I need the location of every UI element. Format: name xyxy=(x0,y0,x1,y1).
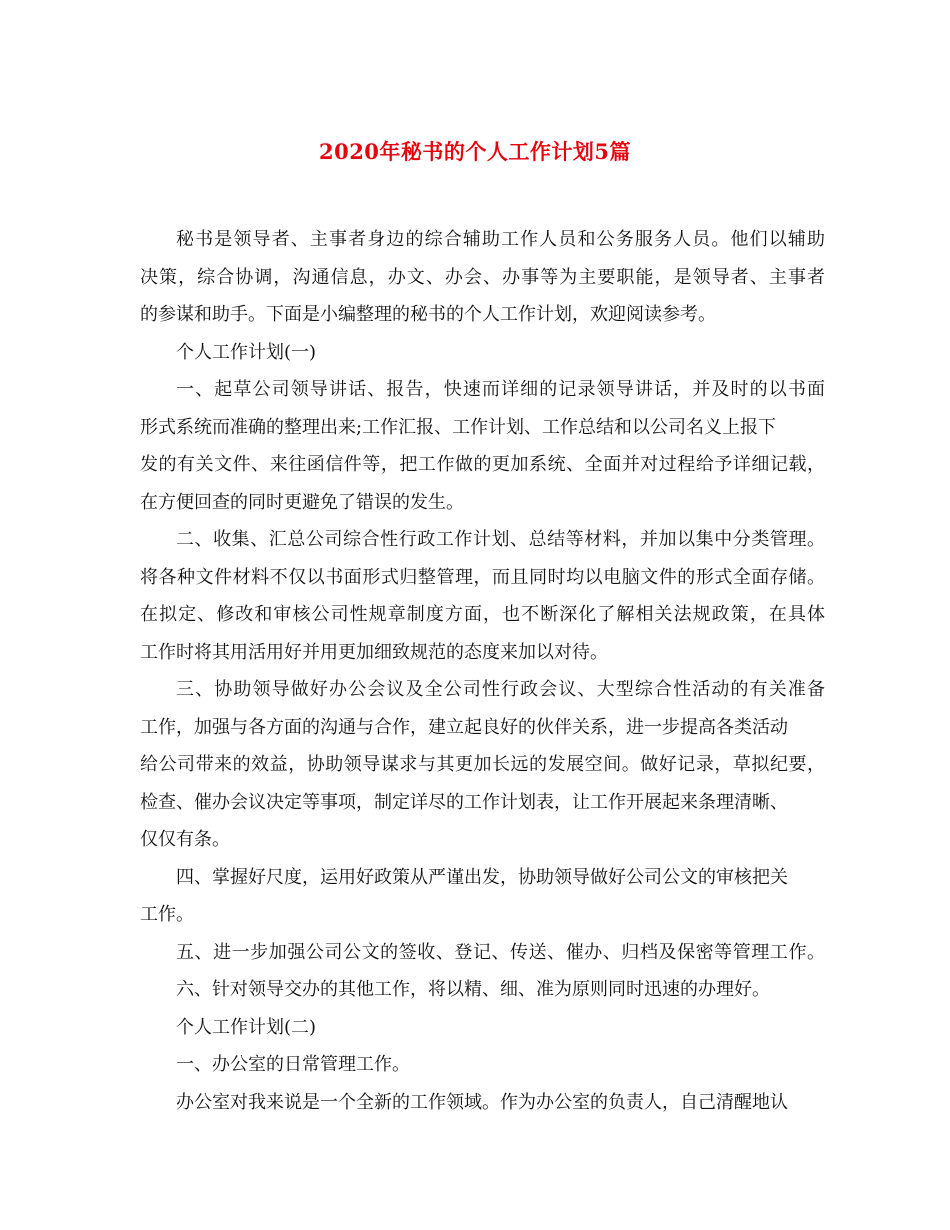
body-line: 决策，综合协调，沟通信息，办文、办会、办事等为主要职能，是领导者、主事者 xyxy=(140,266,825,288)
body-line: 发的有关文件、来往函信件等，把工作做的更加系统、全面并对过程给予详细记载， xyxy=(140,454,825,475)
body-line: 工作，加强与各方面的沟通与合作，建立起良好的伙伴关系，进一步提高各类活动 xyxy=(140,716,788,738)
body-line: 在方便回查的同时更避免了错误的发生。 xyxy=(140,491,464,513)
body-line: 在拟定、修改和审核公司性规章制度方面，也不断深化了解相关法规政策，在具体 xyxy=(140,604,825,625)
body-line: 一、起草公司领导讲话、报告，快速而详细的记录领导讲话，并及时的以书面 xyxy=(176,379,825,400)
body-line: 的参谋和助手。下面是小编整理的秘书的个人工作计划，欢迎阅读参考。 xyxy=(140,304,716,325)
body-line: 给公司带来的效益，协助领导谋求与其更加长远的发展空间。做好记录，草拟纪要， xyxy=(140,754,825,775)
body-line: 四、掌握好尺度，运用好政策从严谨出发，协助领导做好公司公文的审核把关 xyxy=(176,866,788,888)
document-body xyxy=(140,221,825,1121)
body-line: 仅仅有条。 xyxy=(140,829,230,850)
body-line: 办公室对我来说是一个全新的工作领域。作为办公室的负责人，自己清醒地认 xyxy=(176,1091,788,1113)
document-title: 2020年秘书的个人工作计划5篇 xyxy=(318,139,632,164)
body-line: 工作时将其用活用好并用更加细致规范的态度来加以对待。 xyxy=(140,641,608,663)
body-line: 六、针对领导交办的其他工作，将以精、细、准为原则同时迅速的办理好。 xyxy=(176,979,770,1000)
body-line: 检查、催办会议决定等事项，制定详尽的工作计划表，让工作开展起来条理清晰、 xyxy=(140,791,788,813)
body-line: 形式系统而准确的整理出来;工作汇报、工作计划、工作总结和以公司名义上报下 xyxy=(140,416,777,438)
section-heading: 个人工作计划(二) xyxy=(176,1016,317,1038)
body-line: 一、办公室的日常管理工作。 xyxy=(176,1054,410,1075)
section-heading: 个人工作计划(一) xyxy=(176,341,317,363)
body-line: 三、协助领导做好办公会议及全公司性行政会议、大型综合性活动的有关准备 xyxy=(176,679,825,700)
body-line: 将各种文件材料不仅以书面形式归整管理，而且同时均以电脑文件的形式全面存储。 xyxy=(140,566,825,588)
body-line: 五、进一步加强公司公文的签收、登记、传送、催办、归档及保密等管理工作。 xyxy=(176,941,825,963)
body-line: 工作。 xyxy=(140,904,194,925)
body-line: 二、收集、汇总公司综合性行政工作计划、总结等材料，并加以集中分类管理。 xyxy=(176,529,825,550)
body-line: 秘书是领导者、主事者身边的综合辅助工作人员和公务服务人员。他们以辅助 xyxy=(176,229,825,250)
